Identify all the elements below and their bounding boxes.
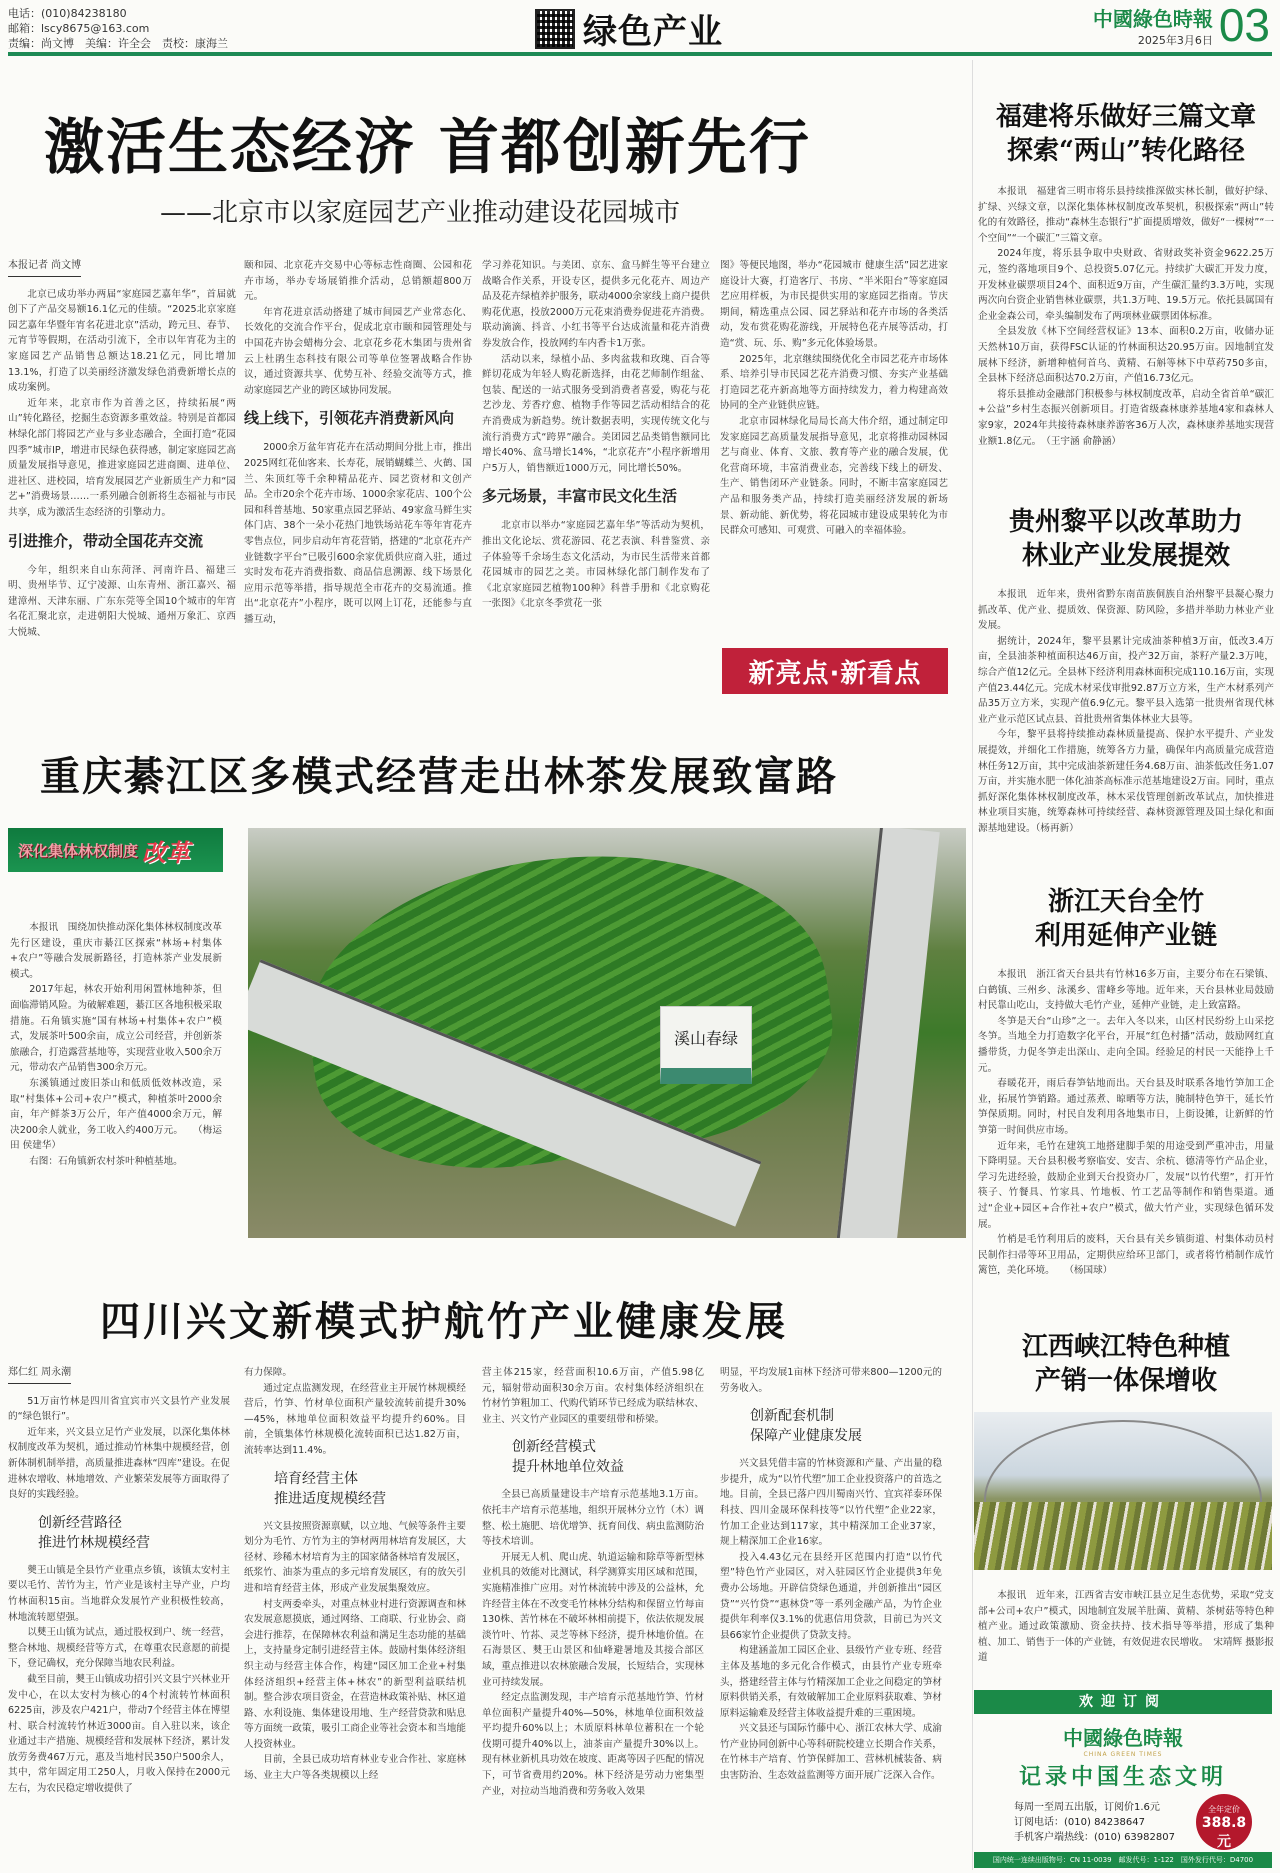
- section-subhead: 创新经营模式 提升林地单位效益: [512, 1439, 624, 1476]
- app-hotline: 手机客户端热线：(010) 63982807: [1014, 1832, 1175, 1843]
- paragraph: 北京市以举办“家庭园艺嘉年华”等活动为契机，推出文化论坛、赏花游园、花艺表演、科普鉴赏、亲子体验等千余场生态文化活动，为市民生活带来首都花园城市的园艺之美。市园林绿化部门制作发布了《北京家庭园艺植物100种》科普手册和《北京购花一张图》《北京冬季赏花一张: [482, 520, 710, 610]
- sichuan-column-2: [244, 1365, 466, 1784]
- guizhou-article: [978, 505, 1274, 837]
- paragraph: 学习养花知识。与美团、京东、盒马鲜生等平台建立战略合作关系，开设专区，提供多元化花卉、周边产品及花卉绿植养护服务，联动4000余家线上商户提供购花优惠，投放2000万元花束消费券促进花卉消费。联动滴滴、抖音、小红书等平台达成流量和花卉消费券发放合作，投放网约车内香卡1万张。: [482, 260, 710, 349]
- paragraph: 近年来，北京市作为首善之区，持续拓展“两山”转化路径，挖掘生态资源多重效益。特别是首都园林绿化部门将园艺产业与多业态融合，全面打造“花园四季”城市IP，增进市民绿色获得感，制定家庭园艺高质量发展指导意见，推进家庭园艺进商圈、进单位、进社区、进校园，培育发展园艺产业新质生产力和“园艺+”消费场景……一系列融合创新将生态福祉与市民共享，成为激活生态经济的引擎动力。: [8, 397, 236, 518]
- sichuan-column-4: [720, 1365, 942, 1784]
- guizhou-body: [978, 587, 1274, 837]
- road: [836, 828, 940, 1238]
- zhejiang-body: [978, 967, 1274, 1279]
- paragraph: 活动以来，绿植小品、多肉盆栽和玫瑰、百合等鲜切花成为年轻人购花新选择，由花艺师制作组盆、包装、配送的一站式服务受到消费者喜爱，购花与花艺沙龙、芳香疗愈、植物手作等园艺活动相结合的花卉消费成为新趋势。统计数据表明，实现传统文化与流行消费方式“跨界”融合。美团园艺品类销售额同比增长40%、盒马增长14%，“北京花卉”小程序新增用户5万人，销售额近1000万元，同比增长50%。: [482, 353, 710, 474]
- paragraph: 近年来，兴文县立足竹产业发展，以深化集体林权制度改革为契机，通过推动竹林集中规模经营，创新体制机制举措，高质量推进森林“四库”建设。在促进林农增收、林地增效、产业繁荣发展等方面取得了良好的实践经验。: [8, 1426, 230, 1501]
- guizhou-headline: 贵州黎平以改革助力 林业产业发展提效: [1008, 507, 1243, 571]
- section-subhead: 培育经营主体 推进适度规模经营: [274, 1470, 386, 1507]
- issue-date: 2025年3月6日: [1137, 34, 1213, 47]
- crop-rows: [974, 1502, 1272, 1570]
- section-header: [535, 4, 723, 53]
- paragraph: 兴文县凭借丰富的竹林资源和产量、产出量的稳步提升，成为“以竹代塑”加工企业投资落户的首选之地。目前，全县已落户四川蜀南兴竹、宜宾祥泰环保科技、四川金晟环保科技等“以竹代塑”企业22家，竹加工企业达到117家，其中精深加工企业37家，规上精深加工企业16家。: [720, 1458, 942, 1548]
- paragraph: 2000余万盆年宵花卉在活动期间分批上市，推出2025网红花仙客来、长寿花，展销蝴蝶兰、火鹤、国兰、朱顶红等千余种精品花卉、园艺资材和文创产品。全市20余个花卉市场、1000余家花店、100个公园和科普基地、50家重点园艺驿站、49家盒马鲜生实体门店、38个一朵小花热门地铁场站花车等年宵花卉零售点位，同步启动年宵花营销，搭建的“北京花卉产业链数字平台”已吸引600余家优质供应商入驻，通过实时发布花卉消费指数、商品信息溯源、线下场景化应用示范等举措，指导规范全市花卉的交易流通。推出“北京花卉”小程序，既可以网上订花，还能参与直播互动，: [244, 442, 472, 625]
- paragraph: 本报讯 近年来，贵州省黔东南苗族侗族自治州黎平县凝心聚力抓改革、优产业、提质效、保资源、防风险，多措并举助力林业产业发展。: [978, 589, 1274, 632]
- sichuan-column-1: [8, 1365, 230, 1797]
- lead-subheadline: ——北京市以家庭园艺产业推动建设花园城市: [160, 198, 681, 228]
- section-name: 绿色产业: [583, 12, 723, 52]
- paragraph: 营主体215家，经营面积10.6万亩，产值5.98亿元，辐射带动面积30余万亩。农村集体经济组织在竹材竹笋粗加工、代购代销环节已经成为联结林农、业主、兴文竹产业园区的重要纽带和桥梁。: [482, 1367, 704, 1425]
- tag-accent-text: 改革: [142, 838, 191, 867]
- paragraph: 2017年起，林农开始利用闲置林地种茶，但面临滞销风险。为破解难题，綦江区各地积极采取措施。石角镇实施“国有林场+村集体+农户”模式，发展茶叶500余亩，成立公司经营，并创新茶旅融合，打造露营基地等，实现营业收入500余万元，带动农产品销售300余万元。: [10, 984, 222, 1074]
- subscribe-banner: 欢迎订阅: [974, 1690, 1272, 1714]
- publication-codes: 国内统一连续出版物号：CN 11-0039 邮发代号：1-122 国外发行代号：D4700: [974, 1852, 1272, 1868]
- masthead-divider: [8, 52, 1272, 56]
- paragraph: 近年来，毛竹在建筑工地搭建脚手架的用途受到严重冲击，用量下降明显。天台县积极考察临安、安吉、余杭、德清等竹产品企业，学习先进经验，鼓励企业到天台投资办厂，发展“以竹代塑”，打开竹筷子、竹餐具、竹家具、竹地板、竹工艺品等制作和销售渠道。通过“企业+园区+合作社+农户”模式，做大竹产业，实现绿色循环发展。: [978, 1140, 1274, 1230]
- newspaper-logo-en: CHINA GREEN TIMES: [1083, 1751, 1163, 1758]
- paragraph: 颐和园、北京花卉交易中心等标志性商圈、公园和花卉市场，举办专场展销推介活动，总销额超800万元。: [244, 260, 472, 303]
- paragraph: 明显，平均发展1亩林下经济可带来800—1200元的劳务收入。: [720, 1367, 942, 1394]
- photo-signboard: 溪山春绿: [660, 1006, 752, 1084]
- paragraph: 以僰王山镇为试点，通过股权到户、统一经营，整合林地、规模经营等方式，在尊重农民意愿的前提下，登记确权，充分保障当地农民利益。: [8, 1627, 230, 1670]
- fujian-headline: 福建将乐做好三篇文章 探索“两山”转化路径: [995, 102, 1256, 166]
- paragraph: 兴文县还与国际竹藤中心、浙江农林大学、成渝竹产业协同创新中心等科研院校建立长期合作关系，在竹林丰产培育、竹笋保鲜加工、营林机械装备、病虫害防治、生态效益监测等方面开展广泛深入合作。: [720, 1723, 942, 1782]
- paragraph: 全县发放《林下空间经营权证》13本、面积0.2万亩，收储办证天然林10万亩，获得FSC认证的竹林面积达20.95万亩。因地制宜发展林下经济，新增种植何首乌、黄精、石斛等林下中草药750多亩，全县林下经济总面积达70.2万亩，产值16.73亿元。: [978, 326, 1274, 385]
- paragraph: 兴文县按照资源禀赋，以立地、气候等条件主要划分为毛竹、方竹为主的笋材两用林培育发展区，大径材、珍稀木材培育为主的国家储备林培育发展区，纸浆竹、油茶为重点的多元培育发展区，有的放矢引进和培育经营主体，形成产业发展集聚效应。: [244, 1520, 466, 1594]
- paragraph: 东溪镇通过废旧茶山和低质低效林改造，采取“村集体+公司+农户”模式，种植茶叶2000余亩，年产鲜茶3万公斤，年产值4000余万元，解决200余人就业，务工收入约400万元。 （梅运田 侯建华）: [10, 1077, 222, 1152]
- paragraph: 僰王山镇是全县竹产业重点乡镇，该镇太安村主要以毛竹、苦竹为主，竹产业是该村主导产业，户均竹林面积15亩。当地群众发展竹产业积极性较高，林地流转愿望强。: [8, 1564, 230, 1623]
- fujian-article: [978, 100, 1274, 449]
- paragraph: 开展无人机、爬山虎、轨道运输和除草等新型林业机具的效能对比测试，科学测算实用区域和范围，实施精准推广应用。对竹林流转中涉及的公益林，允许经营主体在不改变毛竹林林分结构和保留立竹每亩130株、苦竹林在不破坏林相前提下，依法依规发展淡竹叶、竹荪、灵芝等林下经济，提升林地价值。在石海景区、僰王山景区和仙峰避暑地及其接合部区域，重点推进以农林旅融合发展，长短结合，实现林业可持续发展。: [482, 1551, 704, 1688]
- reform-tag-banner: [8, 828, 223, 872]
- lead-column-1: [8, 258, 236, 640]
- slogan: 记录中国生态文明: [1018, 1764, 1227, 1790]
- section-subhead: 创新经营路径 推进竹林规模经营: [38, 1514, 150, 1551]
- paragraph: 经定点监测发现，丰产培育示范基地竹笋、竹材单位面积产量提升40%—50%，林地单位面积效益平均提升60%以上；木质原料林单位蓄积在一个轮伐期可提升40%以上，油茶亩产量提升30%以上。现有林业新机具功效在坡度、距离等因子匹配的情况下，可节省费用约20%。林下经济是劳动力密集型产业，对拉动当地消费和劳务收入效果: [482, 1692, 704, 1797]
- zhejiang-headline: 浙江天台全竹 利用延伸产业链: [1034, 887, 1217, 951]
- section-subhead: 创新配套机制 保障产业健康发展: [750, 1408, 862, 1445]
- brand-area: [1092, 0, 1270, 51]
- paragraph: 本报讯 围绕加快推动深化集体林权制度改革先行区建设，重庆市綦江区探索“林场+村集体+农户”等融合发展新路径，打造林茶产业发展新模式。: [10, 922, 222, 980]
- zhejiang-article: [978, 885, 1274, 1279]
- newspaper-logo: 中國綠色時報: [1092, 7, 1213, 31]
- lead-byline: 本报记者 尚文博: [8, 258, 81, 277]
- tag-text: 深化集体林权制度: [18, 841, 139, 860]
- column-divider: [972, 60, 973, 1870]
- paragraph: 冬笋是天台“山珍”之一。去年入冬以来，山区村民纷纷上山采挖冬笋。当地全力打造数字化平台，开展“红色村播”活动，鼓励网红直播带货，力促冬笋走出深山、走向全国。经验足的村民一天能挣上千元。: [978, 1015, 1274, 1074]
- chongqing-body: [10, 920, 222, 1170]
- paragraph: 本报讯 浙江省天台县共有竹林16多万亩，主要分布在石梁镇、白鹤镇、三州乡、泳溪乡、雷峰乡等地。近年来，天台县林业局鼓励村民靠山吃山，支持做大毛竹产业，延伸产业链，走上致富路。: [978, 969, 1274, 1012]
- chongqing-headline: 重庆綦江区多模式经营走出林茶发展致富路: [40, 753, 838, 800]
- paragraph: 春暖花开，雨后春笋钻地而出。天台县及时联系各地竹笋加工企业，拓展竹笋销路。通过蒸煮、晾晒等方法，腌制特色笋干，延长竹笋保质期。同时，村民自发利用各地集市日，上街设摊，让新鲜的竹笋第一时间供应市场。: [978, 1078, 1274, 1136]
- paragraph: 目前，全县已成功培育林业专业合作社、家庭林场、业主大户等各类规模以上经: [244, 1754, 466, 1782]
- lead-column-2: [244, 258, 472, 627]
- section-subhead: 引进推介，带动全国花卉交流: [8, 531, 204, 550]
- paragraph: 图》等便民地图，举办“花园城市 健康生活”园艺进家庭设计大赛，打造客厅、书房、“半米阳台”等家庭园艺应用样板，为市民提供实用的家庭园艺指南。节庆期间，精选重点公园、园艺驿站和花卉市场的各类活动，发布赏花购花游线，开展特色花卉展等活动，打造“赏、玩、乐、购”多元化体验场景。: [720, 260, 948, 349]
- paragraph: 构建涵盖加工园区企业、县级竹产业专班、经营主体及基地的多元化合作模式，由县竹产业专班牵头，搭建经营主体与竹精深加工企业之间稳定的笋材原料供销关系，有效破解加工企业原料获取难、笋材原料运输难及经营主体收益提升难的三重困境。: [720, 1645, 942, 1719]
- lead-column-4: [720, 258, 948, 539]
- subscription-phone: 订阅电话：(010) 84238647: [1014, 1817, 1145, 1828]
- phone-number: 电话：(010)84238180: [8, 7, 127, 20]
- highlight-badge: 新亮点·新看点: [722, 648, 948, 694]
- paragraph: 2024年度，将乐县争取中央财政、省财政奖补资金9622.25万元，签约落地项目9个、总投资5.07亿元。持续扩大碳汇开发力度，开发林业碳票项目24个、面积近9万亩，产生碳汇量约3.3万吨，实现两次向台资企业销售林业碳票，共1.3万吨、19.5万元。依托县属国有企业金森公司，牵头编制发布了两项林业碳票团体标准。: [978, 248, 1274, 322]
- paragraph: 北京已成功举办两届“家庭园艺嘉年华”，首届就创下了产品交易额16.1亿元的佳绩。“2025北京家庭园艺嘉年华暨年宵名花进北京”活动，跨元旦、春节、元宵节等假期，在活动引流下，全市以年宵花为主的家庭园艺产品销售总额达18.21亿元，同比增加13.1%，打造了以美丽经济激发绿色消费新增长点的成功案例。: [8, 288, 236, 394]
- paragraph: 51万亩竹林是四川省宜宾市兴文县竹产业发展的“绿色银行”。: [8, 1395, 230, 1423]
- paragraph: 本报讯 福建省三明市将乐县持续推深做实林长制，做好护绿、扩绿、兴绿文章，以深化集体林权制度改革契机，积极探索“两山”转化的有效路径，推动“森林生态银行”扩面提质增效，做好“一棵树”“一个空间”“一个碳汇”三篇文章。: [978, 186, 1274, 244]
- fujian-body: [978, 184, 1274, 449]
- photo-caption: 右图：石角镇新农村茶叶种植基地。: [29, 1155, 183, 1167]
- tea-plantation-photo: [248, 828, 966, 1238]
- paragraph: 全县已高质量建设丰产培育示范基地3.1万亩。依托丰产培育示范基地，组织开展林分立竹（木）调整、松土施肥、培优增笋、抚育间伐、病虫监测防治等技术培训。: [482, 1489, 704, 1548]
- lead-headline: 激活生态经济 首都创新先行: [44, 113, 811, 183]
- lead-column-3: [482, 258, 710, 612]
- paragraph: 北京市园林绿化局局长高大伟介绍，通过制定印发家庭园艺高质量发展指导意见，北京将推动园林园艺与商业、体育、文旅、教育等产业的融合发展，优化营商环境，丰富消费业态，完善线下线上的研发、生产、销售闭环产业链条。同时，不断丰富家庭园艺产品和服务类产品，持续打造美丽经济发展的新场景、新动能、新优势，将花园城市建设成果转化为市民群众可感知、可观赏、可融入的幸福体验。: [720, 415, 948, 537]
- qr-code-icon: [535, 9, 575, 49]
- paragraph: 将乐县推动金融部门积极参与林权制度改革，启动全省首单“碳汇+公益”乡村生态振兴创新项目。打造省级森林康养基地4家和森林人家9家，2024年共接待森林康养游客36万人次，森林康养基地实现营业额1.8亿元。 （王宇涵 俞静涵）: [978, 388, 1274, 447]
- paragraph: 今年，黎平县将持续推动森林质量提高、保护水平提升、产业发展提效，并细化工作措施，统筹各方力量，确保年内高质量完成营造林任务12万亩，其中完成油茶新建任务4.68万亩、油茶低改任务1.07万亩，并实施水肥一体化油茶高标准示范基地建设2万亩。同时，重点抓好深化集体林权制度改革，林木采伐管理创新改革试点，加快推进林业项目实施，统筹森林可持续经营、森林资源管理及国土绿化和面源基地建设。（杨再新）: [978, 729, 1274, 834]
- paragraph: 投入4.43亿元在县经开区范围内打造“以竹代塑”特色竹产业园区，对入驻园区竹企业提供3年免费办公场地。开辟信贷绿色通道，并创新推出“园区贷”“兴竹贷”“惠林贷”等一系列金融产品，为竹企业提供年利率仅3.1%的优惠信用贷款，目前已为兴文县66家竹企业提供了贷款支持。: [720, 1551, 942, 1641]
- annual-price-badge: 全年定价 388.8元: [1196, 1794, 1252, 1850]
- greenhouse-photo: [974, 1412, 1272, 1570]
- sichuan-column-3: [482, 1365, 704, 1799]
- jiangxi-headline: 江西峡江特色种植 产销一体保增收: [1021, 1332, 1230, 1396]
- paragraph: 竹梢是毛竹利用后的废料，天台县有关乡镇街道、村集体动员村民制作扫帚等环卫用品，定期供应给环卫部门，或者将竹梢制作成竹篱笆，美化环境。 （杨国球）: [978, 1234, 1274, 1277]
- subscription-info: 每周一至周五出版，订阅价1.6元 订阅电话：(010) 84238647 手机客户端热线：(010) 63982807: [1014, 1802, 1175, 1843]
- contact-info: [8, 6, 228, 51]
- page-number: 03: [1218, 0, 1270, 51]
- jiangxi-article: [978, 1330, 1274, 1398]
- section-subhead: 线上线下，引领花卉消费新风向: [244, 409, 455, 428]
- paragraph: 2025年，北京继续围绕优化全市园艺花卉市场体系、培养引导市民园艺花卉消费习惯、夯实产业基础打造园艺花卉新高地等方面持续发力，着力构建高效协同的全产业链供应链。: [720, 353, 948, 412]
- paragraph: 据统计，2024年，黎平县累计完成油茶种植3万亩，低改3.4万亩，全县油茶种植面积达46万亩，投产32万亩，茶籽产量2.3万吨，综合产值12亿元。全县林下经济利用森林面积完成110.16万亩，实现产值23.44亿元。完成木材采伐审批92.87万立方米，生产木材系列产品35万立方米，实现产值6.9亿元。黎平县入选第一批贵州省现代林业产业示范区试点县、首批贵州省集体林业大县等。: [978, 635, 1274, 725]
- sichuan-headline: 四川兴文新模式护航竹产业健康发展: [100, 1298, 788, 1345]
- newspaper-logo: 中國綠色時報: [1063, 1726, 1183, 1750]
- paragraph: 截至目前，僰王山镇成功招引兴文县宁兴林业开发中心，在以太安村为核心的4个村流转竹林面积6225亩，涉及农户421户，带动7个经营主体在博望村、联合村流转竹林近3000亩。自入驻以来，该企业通过丰产措施、规模经营和发展林下经济，累计发放劳务费467万元，惠及当地村民350户500余人，其中，常年固定用工250人，月收入保持在2000元左右，为农民稳定增收提供了: [8, 1673, 230, 1795]
- paragraph: 村支两委牵头，对重点林业村进行资源调查和林农发展意愿摸底，通过网络、工商联、行业协会、商会进行推荐，在保障林农利益和满足生态功能的基础上，支持量身定制引进经营主体。鼓励村集体经济组织主动与经营主体合作，构建“园区加工企业+村集体经济组织+经营主体+林农”的新型利益联结机制。整合涉农项目资金，在营造林政策补贴、林区道路、水利设施、集体建设用地、生产经营贷款和贴息等方面统一政策，吸引工商企业等社会资本和当地能人投资林业。: [244, 1598, 466, 1750]
- paragraph: 本报讯 近年来，江西省吉安市峡江县立足生态优势，采取“党支部+公司+农户”模式，因地制宜发展羊肚菌、黄精、茶树菇等特色种植产业。通过政策激励、资金扶持、技术指导等举措，形成了集种植、加工、销售于一体的产业链，有效促进农民增收。 宋靖辉 摄影报道: [978, 1590, 1274, 1664]
- editor-credits: 责编：尚文博 美编：许全会 责校：康海兰: [8, 37, 228, 50]
- paragraph: 有力保障。: [244, 1367, 292, 1378]
- email-address: 邮箱：lscy8675@163.com: [8, 22, 150, 35]
- paragraph: 今年，组织来自山东菏泽、河南许昌、福建三明、贵州毕节、辽宁凌源、山东青州、浙江嘉兴、福建漳州、天津东丽、广东东莞等全国10个城市的年宵名花汇聚北京，走进朝阳大悦城、通州万象汇、京西大悦城、: [8, 564, 236, 638]
- paragraph: 通过定点监测发现，在经营业主开展竹林规模经营后，竹笋、竹材单位面积产量较流转前提升30%—45%，林地单位面积效益平均提升约60%。目前，全镇集体竹林规模化流转面积已达1.82万亩，流转率达到11.4%。: [244, 1382, 466, 1456]
- subscription-ad: [974, 1690, 1272, 1870]
- section-subhead: 多元场景，丰富市民文化生活: [482, 487, 678, 506]
- masthead: [0, 0, 1280, 56]
- jiangxi-body: [978, 1588, 1274, 1666]
- sichuan-byline: 郑仁红 周永潮: [8, 1365, 71, 1384]
- paragraph: 年宵花进京活动搭建了城市间园艺产业常态化、长效化的交流合作平台，促成北京市颐和园管理处与中国花卉协会蜡梅分会、北京花乡花木集团与贵州省云上杜鹃生态科技有限公司等单位签署战略合作协议，通过资源共享、优势互补、经验交流等方式，推动家庭园艺产业的跨区域协同发展。: [244, 306, 472, 396]
